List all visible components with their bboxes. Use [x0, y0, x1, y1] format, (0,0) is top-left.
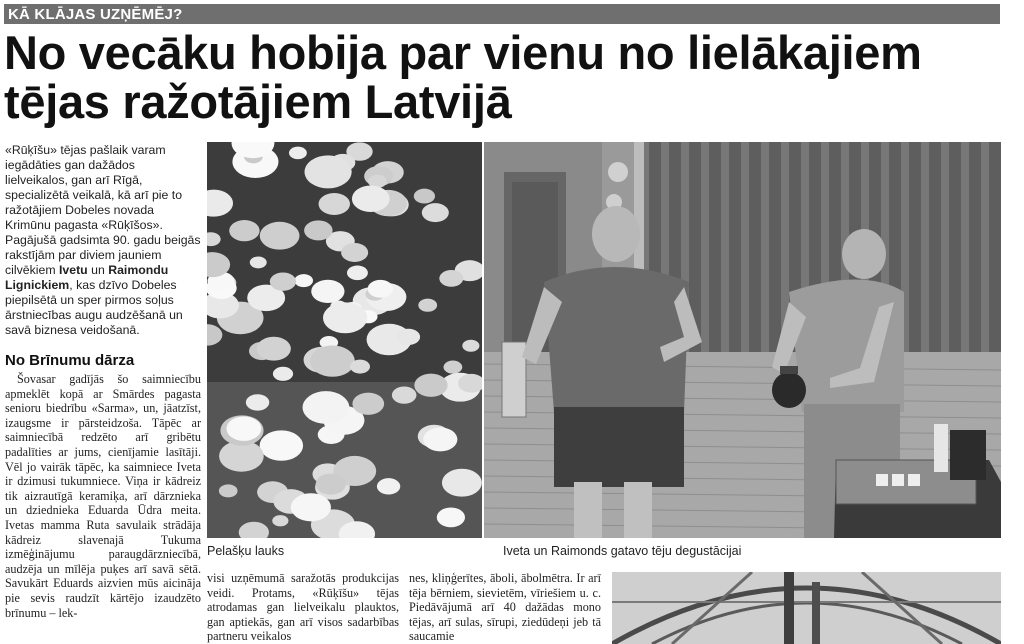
intro-text-2: un: [87, 263, 109, 277]
kicker-label: KĀ KLĀJAS UZŅĒMĒJ?: [8, 6, 183, 23]
intro-name-raimonds: Raimondu Lignickiem: [5, 263, 169, 292]
yarrow-field-photo: [207, 142, 482, 538]
body-column-3-text: nes, kliņģerītes, āboli, ābolmētra. Ir arī tēja bērniem, sievietēm, vīriešiem u. c. Piedāvājumā arī 40 dažādas mono tējas, arī sulas, sīrupi, ziedūdeņi jeb tā saucamie: [409, 571, 601, 644]
photo1-caption: Pelašķu lauks: [207, 544, 285, 558]
greenhouse-photo: [612, 572, 1001, 644]
intro-name-iveta: Ivetu: [58, 263, 88, 277]
article-intro: [5, 143, 201, 338]
photo2-caption: Iveta un Raimonds gatavo tēju degustācijai: [503, 544, 742, 558]
tea-tasting-photo: [484, 142, 1001, 538]
section-subhead: No Brīnumu dārza: [5, 352, 135, 369]
body-column-3: [409, 571, 601, 644]
body-column-1-text: Šovasar gadījās šo saimniecību apmeklēt kopā ar Smārdes pagasta senioru biedrību «Sarma», un, jāatzīst, izaugsme ir pārsteidzoša. Tāpēc ar saimniecībā redzēto arī gribētu padalīties ar jums, cienījamie lasītāji. Vēl jo vairāk tāpēc, ka saimniece Iveta ir dzimusi tukumniece. Viņa ir kādreiz tik aizrautīgā keramiķa, arī dārznieka un dziednieka Eduarda Ūdra meita. Ivetas mamma Ruta savulaik strādāja kādreiz slavenajā Tukuma izmēģinājumu paraugdārzniecībā, audzēja un mīlēja puķes arī savā sētā. Savukārt Eduards aizvien mūs aicināja pie sevis raudzīt kārtējo izaudzēto brīnumu – lek-: [5, 372, 201, 620]
section-kicker: [4, 4, 1000, 24]
body-column-2-text: visi uzņēmumā saražotās produkcijas veidi. Protams, «Rūķīšu» tējas atrodamas gan lielveikalu plauktos, gan aptiekās, gan arī visos sadarbības partneru veikalos: [207, 571, 399, 644]
body-column-2: [207, 571, 399, 644]
body-column-1: [5, 372, 201, 620]
article-headline: No vecāku hobija par vienu no lielākajiem tējas ražotājiem Latvijā: [4, 26, 922, 128]
intro-text-1: «Rūķīšu» tējas pašlaik varam iegādāties gan dažādos lielveikalos, gan arī Rīgā, specializētā veikalā, kā arī pie to ražotājiem Dobeles novada Krimūnu pagasta «Rūķīšos». Pagājušā gadsimta 90. gadu beigās rakstījām par diviem jauniem cilvēkiem: [5, 143, 201, 277]
intro-text-3: , kas dzīvo Dobeles piepilsētā un sper pirmos soļus ārstniecības augu audzēšanā un savā biznesa veidošanā.: [5, 278, 183, 337]
